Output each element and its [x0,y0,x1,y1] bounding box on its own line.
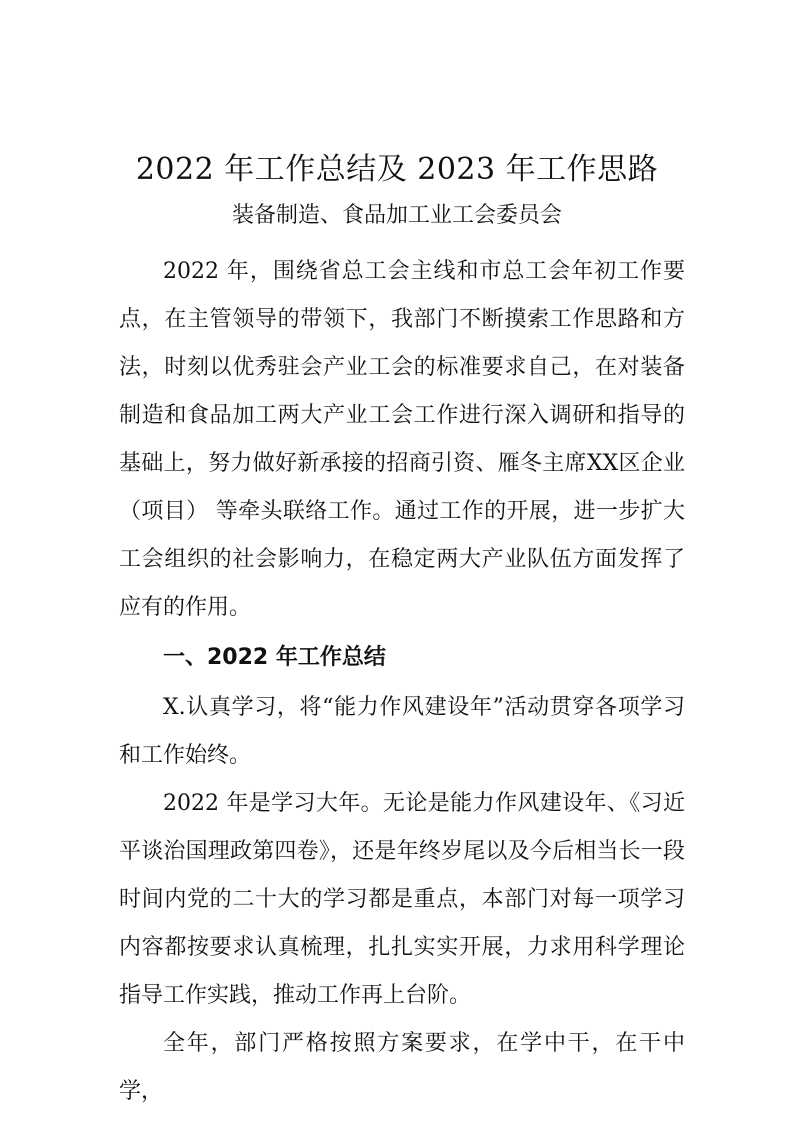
paragraph-intro: 2022 年，围绕省总工会主线和市总工会年初工作要点，在主管领导的带领下，我部门不断摸索工作思路和方法，时刻以优秀驻会产业工会的标准要求自己，在对装备制造和食品加工两大产业工会工作进行深入调研和指导的基础上，努力做好新承接的招商引资、雁冬主席XX区企业（项目） 等牵头联络工作。通过工作的开展，进一步扩大工会组织的社会影响力，在稳定两大产业队伍方面发挥了应有的作用。 [119,259,685,620]
document-body [119,248,685,1116]
paragraph-item-1: X.认真学习，将“能力作风建设年”活动贯穿各项学习和工作始终。 [119,695,685,768]
document-title: 2022 年工作总结及 2023 年工作思路 [135,152,659,187]
paragraph-full-year: 全年，部门严格按照方案要求，在学中干，在干中学， [119,1031,685,1104]
paragraph-study-year: 2022 年是学习大年。无论是能力作风建设年、《习近平谈治国理政第四卷》，还是年终岁尾以及今后相当长一段时间内党的二十大的学习都是重点，本部门对每一项学习内容都按要求认真梳理，扎扎实实开展，力求用科学理论指导工作实践，推动工作再上台阶。 [119,791,685,1008]
document-subtitle: 装备制造、食品加工业工会委员会 [231,203,562,228]
section-heading: 一、2022 年工作总结 [163,645,386,670]
